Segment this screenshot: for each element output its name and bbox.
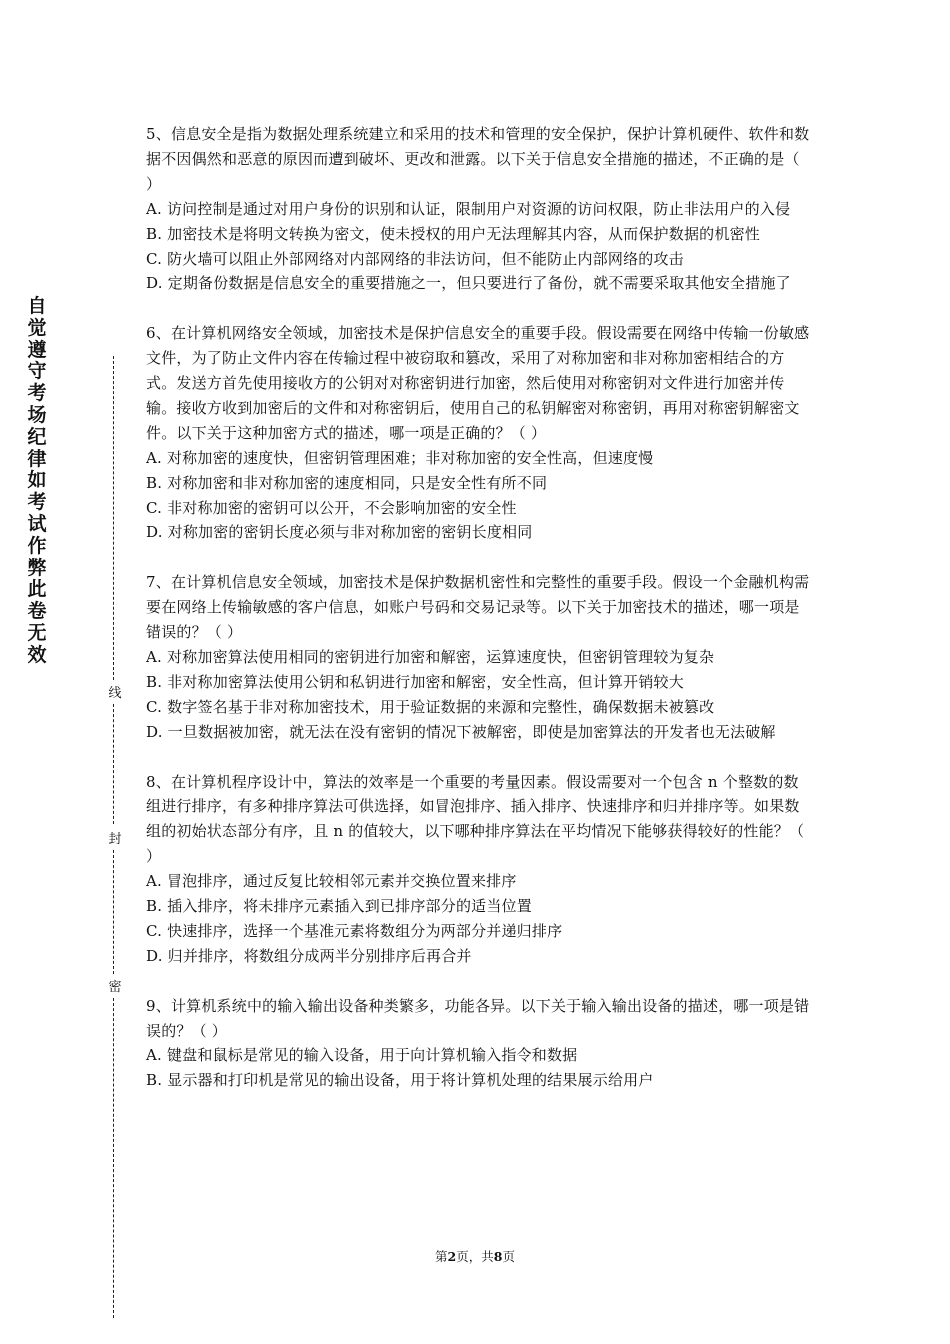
question-stem: 6、在计算机网络安全领域，加密技术是保护信息安全的重要手段。假设需要在网络中传输一份敏感文件，为了防止文件内容在传输过程中被窃取和篡改，采用了对称加密和非对称加密相结合的方式。发送方首先使用接收方的公钥对对称密钥进行加密，然后使用对称密钥对文件进行加密并传输。接收方收到加密后的文件和对称密钥后，使用自己的私钥解密对称密钥，再用对称密钥解密文件。以下关于这种加密方式的描述，哪一项是正确的？（ ） <box>146 324 810 442</box>
footer-prefix: 第 <box>435 1249 448 1264</box>
option-d: D. 定期备份数据是信息安全的重要措施之一，但只要进行了备份，就不需要采取其他安全措施了 <box>146 274 791 293</box>
seal-dashed-line <box>113 704 114 824</box>
question-stem: 7、在计算机信息安全领域，加密技术是保护数据机密性和完整性的重要手段。假设一个金融机构需要在网络上传输敏感的客户信息，如账户号码和交易记录等。以下关于加密技术的描述，哪一项是错误的？（ ） <box>146 573 810 642</box>
option-b: B. 对称加密和非对称加密的速度相同，只是安全性有所不同 <box>146 473 548 492</box>
exam-rules-notice: 自觉遵守考场纪律如考试作弊此卷无效 <box>27 295 47 666</box>
seal-label-line: 线 <box>107 682 123 701</box>
footer-middle: 页，共 <box>456 1249 494 1264</box>
option-c: C. 数字签名基于非对称加密技术，用于验证数据的来源和完整性，确保数据未被篡改 <box>146 697 715 716</box>
question-8 <box>146 770 811 969</box>
footer-suffix: 页 <box>502 1249 515 1264</box>
current-page-number: 2 <box>447 1249 457 1264</box>
option-a: A. 访问控制是通过对用户身份的识别和认证，限制用户对资源的访问权限，防止非法用户的入侵 <box>146 199 791 218</box>
question-stem: 8、在计算机程序设计中，算法的效率是一个重要的考量因素。假设需要对一个包含 n 个整数的数组进行排序，有多种排序算法可供选择，如冒泡排序、插入排序、快速排序和归并排序等。如果数组的初始状态部分有序，且 n 的值较大，以下哪种排序算法在平均情况下能够获得较好的性能？（ ） <box>146 772 805 866</box>
question-stem: 5、信息安全是指为数据处理系统建立和采用的技术和管理的安全保护，保护计算机硬件、软件和数据不因偶然和恶意的原因而遭到破坏、更改和泄露。以下关于信息安全措施的描述，不正确的是（ ） <box>146 125 810 193</box>
question-7 <box>146 570 811 744</box>
question-5 <box>146 122 811 296</box>
seal-dashed-line <box>113 850 114 974</box>
option-d: D. 一旦数据被加密，就无法在没有密钥的情况下被解密，即使是加密算法的开发者也无法破解 <box>146 722 776 741</box>
seal-label-seal: 封 <box>107 828 123 847</box>
option-b: B. 加密技术是将明文转换为密文，使未授权的用户无法理解其内容，从而保护数据的机密性 <box>146 224 760 243</box>
option-a: A. 冒泡排序，通过反复比较相邻元素并交换位置来排序 <box>146 872 517 891</box>
question-stem: 9、计算机系统中的输入输出设备种类繁多，功能各异。以下关于输入输出设备的描述，哪一项是错误的？（ ） <box>146 996 810 1040</box>
page-footer <box>0 1247 950 1265</box>
option-b: B. 插入排序，将未排序元素插入到已排序部分的适当位置 <box>146 897 532 916</box>
option-c: C. 快速排序，选择一个基准元素将数组分为两部分并递归排序 <box>146 921 563 940</box>
option-c: C. 非对称加密的密钥可以公开，不会影响加密的安全性 <box>146 498 517 517</box>
option-a: A. 对称加密的速度快，但密钥管理困难；非对称加密的安全性高，但速度慢 <box>146 448 654 467</box>
seal-label-secret: 密 <box>107 976 123 995</box>
option-d: D. 归并排序，将数组分成两半分别排序后再合并 <box>146 946 472 965</box>
seal-dashed-line <box>113 998 114 1318</box>
option-b: B. 非对称加密算法使用公钥和私钥进行加密和解密，安全性高，但计算开销较大 <box>146 672 684 691</box>
seal-dashed-line <box>113 356 114 680</box>
question-6 <box>146 321 811 545</box>
total-page-count: 8 <box>493 1249 503 1264</box>
option-a: A. 键盘和鼠标是常见的输入设备，用于向计算机输入指令和数据 <box>146 1046 578 1065</box>
question-9 <box>146 994 811 1094</box>
question-list <box>146 122 811 1118</box>
option-d: D. 对称加密的密钥长度必须与非对称加密的密钥长度相同 <box>146 523 533 542</box>
option-b: B. 显示器和打印机是常见的输出设备，用于将计算机处理的结果展示给用户 <box>146 1071 654 1090</box>
option-c: C. 防火墙可以阻止外部网络对内部网络的非法访问，但不能防止内部网络的攻击 <box>146 249 684 268</box>
option-a: A. 对称加密算法使用相同的密钥进行加密和解密，运算速度快，但密钥管理较为复杂 <box>146 648 715 666</box>
